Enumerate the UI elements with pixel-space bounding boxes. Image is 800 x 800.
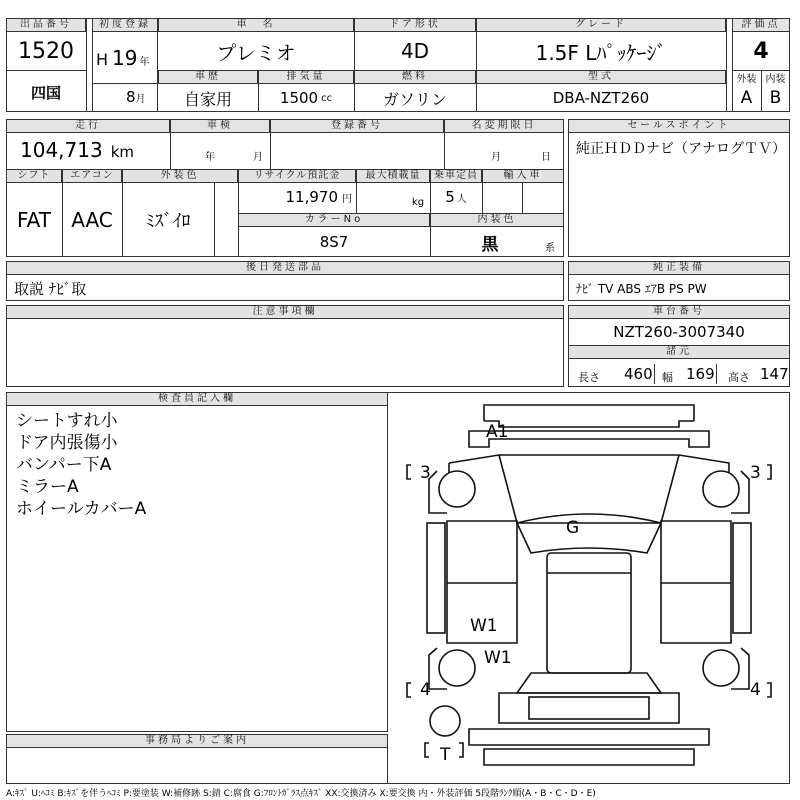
chassis-label: 車台番号: [568, 305, 790, 319]
height-value: 147: [760, 365, 789, 383]
rear-bumper: [469, 729, 709, 745]
width-label: 幅: [662, 371, 673, 384]
front-bumper: [484, 405, 694, 427]
score-label: 評価点: [732, 18, 790, 32]
history-label: 車歴: [158, 70, 258, 84]
mileage-value: 104,713: [20, 138, 103, 162]
history-value: 自家用: [183, 89, 232, 109]
shift-value: FAT: [16, 208, 51, 232]
reg-date: [96, 46, 158, 74]
front-right-tire: [703, 471, 739, 507]
mark-w1-b: W1: [484, 648, 512, 668]
cap-value: 5: [445, 188, 455, 206]
rear-right-tire: [703, 650, 739, 686]
left-side-front: [427, 523, 445, 633]
fuel-label: 燃料: [354, 70, 476, 84]
recycle-label: リサイクル預託金: [238, 169, 356, 183]
spare-tire: [430, 706, 460, 736]
tire-rear-left: 4: [420, 680, 431, 700]
inspect-month-unit: 月: [253, 151, 263, 163]
name-label: 車 名: [158, 18, 354, 32]
shift-label: シフト: [6, 169, 62, 183]
reg-label: 初度登録: [92, 18, 158, 32]
windshield: [517, 514, 661, 553]
inspector-lines: [16, 410, 376, 530]
disp-label: 排気量: [258, 70, 354, 84]
colorno-value: 8S7: [319, 233, 349, 251]
colorno-label: カラーNo: [238, 213, 430, 227]
roof: [547, 553, 631, 673]
ext-label: 外装: [736, 73, 757, 85]
namechg-label: 名変期限日: [444, 119, 564, 133]
rear-window: [517, 673, 661, 693]
ac-label: エアコン: [62, 169, 122, 183]
score-value: 4: [753, 38, 769, 64]
mark-t: T: [440, 745, 451, 765]
disp-value: 1500: [279, 89, 319, 107]
color-label: 外装色: [122, 169, 238, 183]
inspector-line: ホイールカバーA: [16, 499, 147, 519]
grade-value: 1.5F Lﾊﾟｯｹｰｼﾞ: [535, 40, 667, 65]
hood: [499, 455, 679, 523]
office-label: 事務局よりご案内: [6, 734, 388, 748]
length-value: 460: [624, 365, 653, 383]
sales-label: セールスポイント: [568, 119, 790, 133]
recycle-value: 11,970: [285, 188, 338, 206]
later-label: 後日発送部品: [6, 261, 564, 275]
mileage: [10, 138, 170, 166]
dims-label: 諸元: [568, 345, 790, 359]
namechg-month-unit: 月: [491, 151, 501, 163]
recycle-unit: 円: [342, 194, 352, 205]
fuel-value: ガソリン: [382, 89, 447, 109]
inspector-line: ミラーA: [16, 477, 79, 497]
region-value: 四国: [30, 83, 61, 102]
cap-label: 乗車定員: [430, 169, 482, 183]
chassis-value: NZT260-3007340: [613, 323, 745, 341]
inspect-label: 車検: [170, 119, 270, 133]
later-value: 取説 ﾅﾋﾞ取: [14, 280, 87, 298]
ext-value: A: [740, 88, 753, 108]
length-label: 長さ: [578, 371, 600, 384]
recycle: [238, 188, 356, 212]
inspector-label: 検査員記入欄: [6, 392, 388, 406]
name-value: プレミオ: [216, 40, 296, 65]
legend: A:ｷｽﾞ U:ﾍｺﾐ B:ｷｽﾞを伴うﾍｺﾐ P:要塗装 W:補修跡 S:錆 C:腐食 G:ﾌﾛﾝﾄｶﾞﾗｽ点ｷｽﾞ XX:交換済み X:要交換 内・外装評価 5段階ﾗﾝｸ順(A・B・C・D・E): [6, 789, 596, 799]
door-value: 4D: [400, 39, 430, 63]
inspector-line: ドア内張傷小: [16, 433, 118, 453]
car-damage-diagram: [389, 393, 789, 783]
intcolor-unit: 系: [545, 242, 555, 254]
disp-unit: cc: [321, 92, 333, 104]
dims-row: [570, 364, 788, 384]
inspector-line: シートすれ小: [16, 411, 118, 431]
model-value: DBA-NZT260: [552, 89, 650, 107]
height-label: 高さ: [728, 371, 750, 384]
int-label: 内装: [765, 73, 786, 85]
displacement: [258, 84, 354, 112]
tire-rear-right: 4: [750, 680, 761, 700]
inspector-line: バンパー下A: [16, 455, 112, 475]
import-label: 輸入車: [482, 169, 564, 183]
mileage-label: 走行: [6, 119, 170, 133]
rear-panel: [529, 697, 649, 719]
mark-w1-a: W1: [470, 616, 498, 636]
regno-label: 登録番号: [270, 119, 444, 133]
color-value: ﾐｽﾞｲﾛ: [145, 211, 191, 232]
front-fenders: [449, 455, 729, 473]
reg-month: [126, 88, 158, 108]
intcolor-label: 内装色: [430, 213, 564, 227]
load-label: 最大積載量: [356, 169, 430, 183]
reg-month-value: 8: [126, 88, 136, 106]
reg-era: H: [96, 50, 109, 69]
right-side-front: [733, 523, 751, 633]
reg-year: 19: [112, 46, 138, 70]
capacity: [430, 188, 482, 212]
grade-label: グレード: [476, 18, 726, 32]
inspect-year-unit: 年: [205, 151, 215, 163]
load-unit: kg: [411, 196, 425, 208]
notes-label: 注意事項欄: [6, 305, 564, 319]
int-value: B: [769, 88, 782, 108]
sales-value: 純正ＨＤＤナビ（アナログＴＶ）: [576, 141, 786, 157]
mark-a1: A1: [486, 422, 509, 442]
lot-label: 出品番号: [6, 18, 86, 32]
rear-left-tire: [439, 650, 475, 686]
cap-unit: 人: [456, 194, 467, 205]
mileage-unit: km: [110, 143, 135, 161]
reg-year-unit: 年: [139, 57, 150, 68]
equip-label: 純正装備: [568, 261, 790, 275]
namechg-day-unit: 日: [541, 151, 551, 163]
intcolor-value: 黒: [481, 234, 499, 255]
door-label: ドア形状: [354, 18, 476, 32]
lot-value: 1520: [18, 38, 74, 64]
tire-front-right: 3: [750, 463, 761, 483]
equip-value: ﾅﾋﾞ TV ABS ｴｱB PS PW: [576, 282, 707, 296]
reg-month-unit: 月: [135, 94, 146, 105]
tire-front-left: 3: [420, 463, 431, 483]
ac-value: AAC: [71, 208, 113, 232]
front-left-tire: [439, 471, 475, 507]
width-value: 169: [686, 365, 715, 383]
mark-g: G: [566, 518, 580, 538]
model-label: 型式: [476, 70, 726, 84]
